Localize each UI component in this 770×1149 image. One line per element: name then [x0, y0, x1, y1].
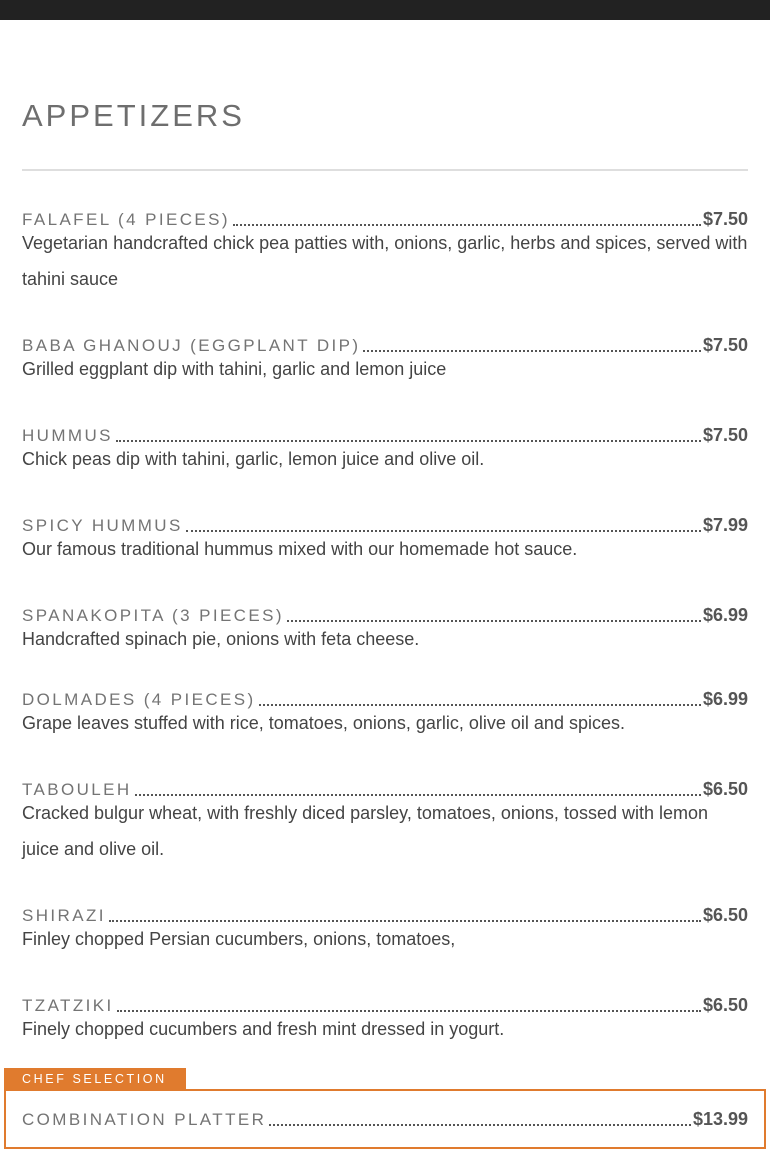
menu-item-dolmades[interactable]: [22, 686, 748, 741]
menu-item-price: $7.50: [702, 209, 748, 229]
menu-item-description: Finley chopped Persian cucumbers, onions, tomatoes,: [22, 929, 456, 949]
menu-item-hummus[interactable]: [22, 422, 748, 477]
menu-item-description: Our famous traditional hummus mixed with our homemade hot sauce.: [22, 539, 578, 559]
menu-item-name: SPANAKOPITA (3 PIECES): [22, 606, 284, 625]
menu-item-description: Chick peas dip with tahini, garlic, lemon juice and olive oil.: [22, 449, 485, 469]
menu-item-description: Finely chopped cucumbers and fresh mint dressed in yogurt.: [22, 1019, 505, 1039]
menu-item-combination-platter[interactable]: [22, 1106, 748, 1130]
section-divider: [22, 169, 748, 171]
menu-item-description: Handcrafted spinach pie, onions with feta cheese.: [22, 629, 420, 649]
menu-item-price: $7.50: [702, 425, 748, 445]
menu-item-baba-ghanouj[interactable]: [22, 332, 748, 387]
menu-item-name: DOLMADES (4 PIECES): [22, 690, 256, 709]
menu-item-price: $7.50: [702, 335, 748, 355]
menu-item-description: Grilled eggplant dip with tahini, garlic and lemon juice: [22, 359, 447, 379]
chef-selection-badge: CHEF SELECTION: [4, 1068, 186, 1090]
menu-item-description: Grape leaves stuffed with rice, tomatoes, onions, garlic, olive oil and spices.: [22, 713, 625, 733]
menu-item-price: $7.99: [702, 515, 748, 535]
menu-item-spicy-hummus[interactable]: [22, 512, 748, 567]
menu-item-name: SHIRAZI: [22, 906, 106, 925]
menu-item-price: $6.99: [702, 689, 748, 709]
menu-item-name: BABA GHANOUJ (EGGPLANT DIP): [22, 336, 361, 355]
menu-item-falafel[interactable]: [22, 206, 748, 297]
menu-item-name: FALAFEL (4 PIECES): [22, 210, 230, 229]
menu-item-price: $6.99: [702, 605, 748, 625]
menu-item-price: $6.50: [702, 995, 748, 1015]
menu-item-price: $6.50: [702, 779, 748, 799]
menu-item-name: TABOULEH: [22, 780, 132, 799]
menu-item-name: HUMMUS: [22, 426, 113, 445]
menu-item-name: TZATZIKI: [22, 996, 114, 1015]
menu-item-name: SPICY HUMMUS: [22, 516, 183, 535]
menu-item-shirazi[interactable]: [22, 902, 748, 957]
menu-item-description: Cracked bulgur wheat, with freshly diced parsley, tomatoes, onions, tossed with lemon juice and olive oil.: [22, 803, 709, 859]
menu-item-tabouleh[interactable]: [22, 776, 748, 867]
section-title: APPETIZERS: [22, 98, 245, 133]
menu-item-name: COMBINATION PLATTER: [22, 1110, 267, 1129]
menu-item-spanakopita[interactable]: [22, 602, 748, 657]
menu-item-description: Vegetarian handcrafted chick pea patties with, onions, garlic, herbs and spices, served with tahini sauce: [22, 233, 748, 289]
top-bar: [0, 0, 770, 20]
menu-item-price: $13.99: [692, 1109, 748, 1129]
menu-item-price: $6.50: [702, 905, 748, 925]
dot-leader: [269, 1124, 691, 1126]
menu-item-tzatziki[interactable]: [22, 992, 748, 1047]
